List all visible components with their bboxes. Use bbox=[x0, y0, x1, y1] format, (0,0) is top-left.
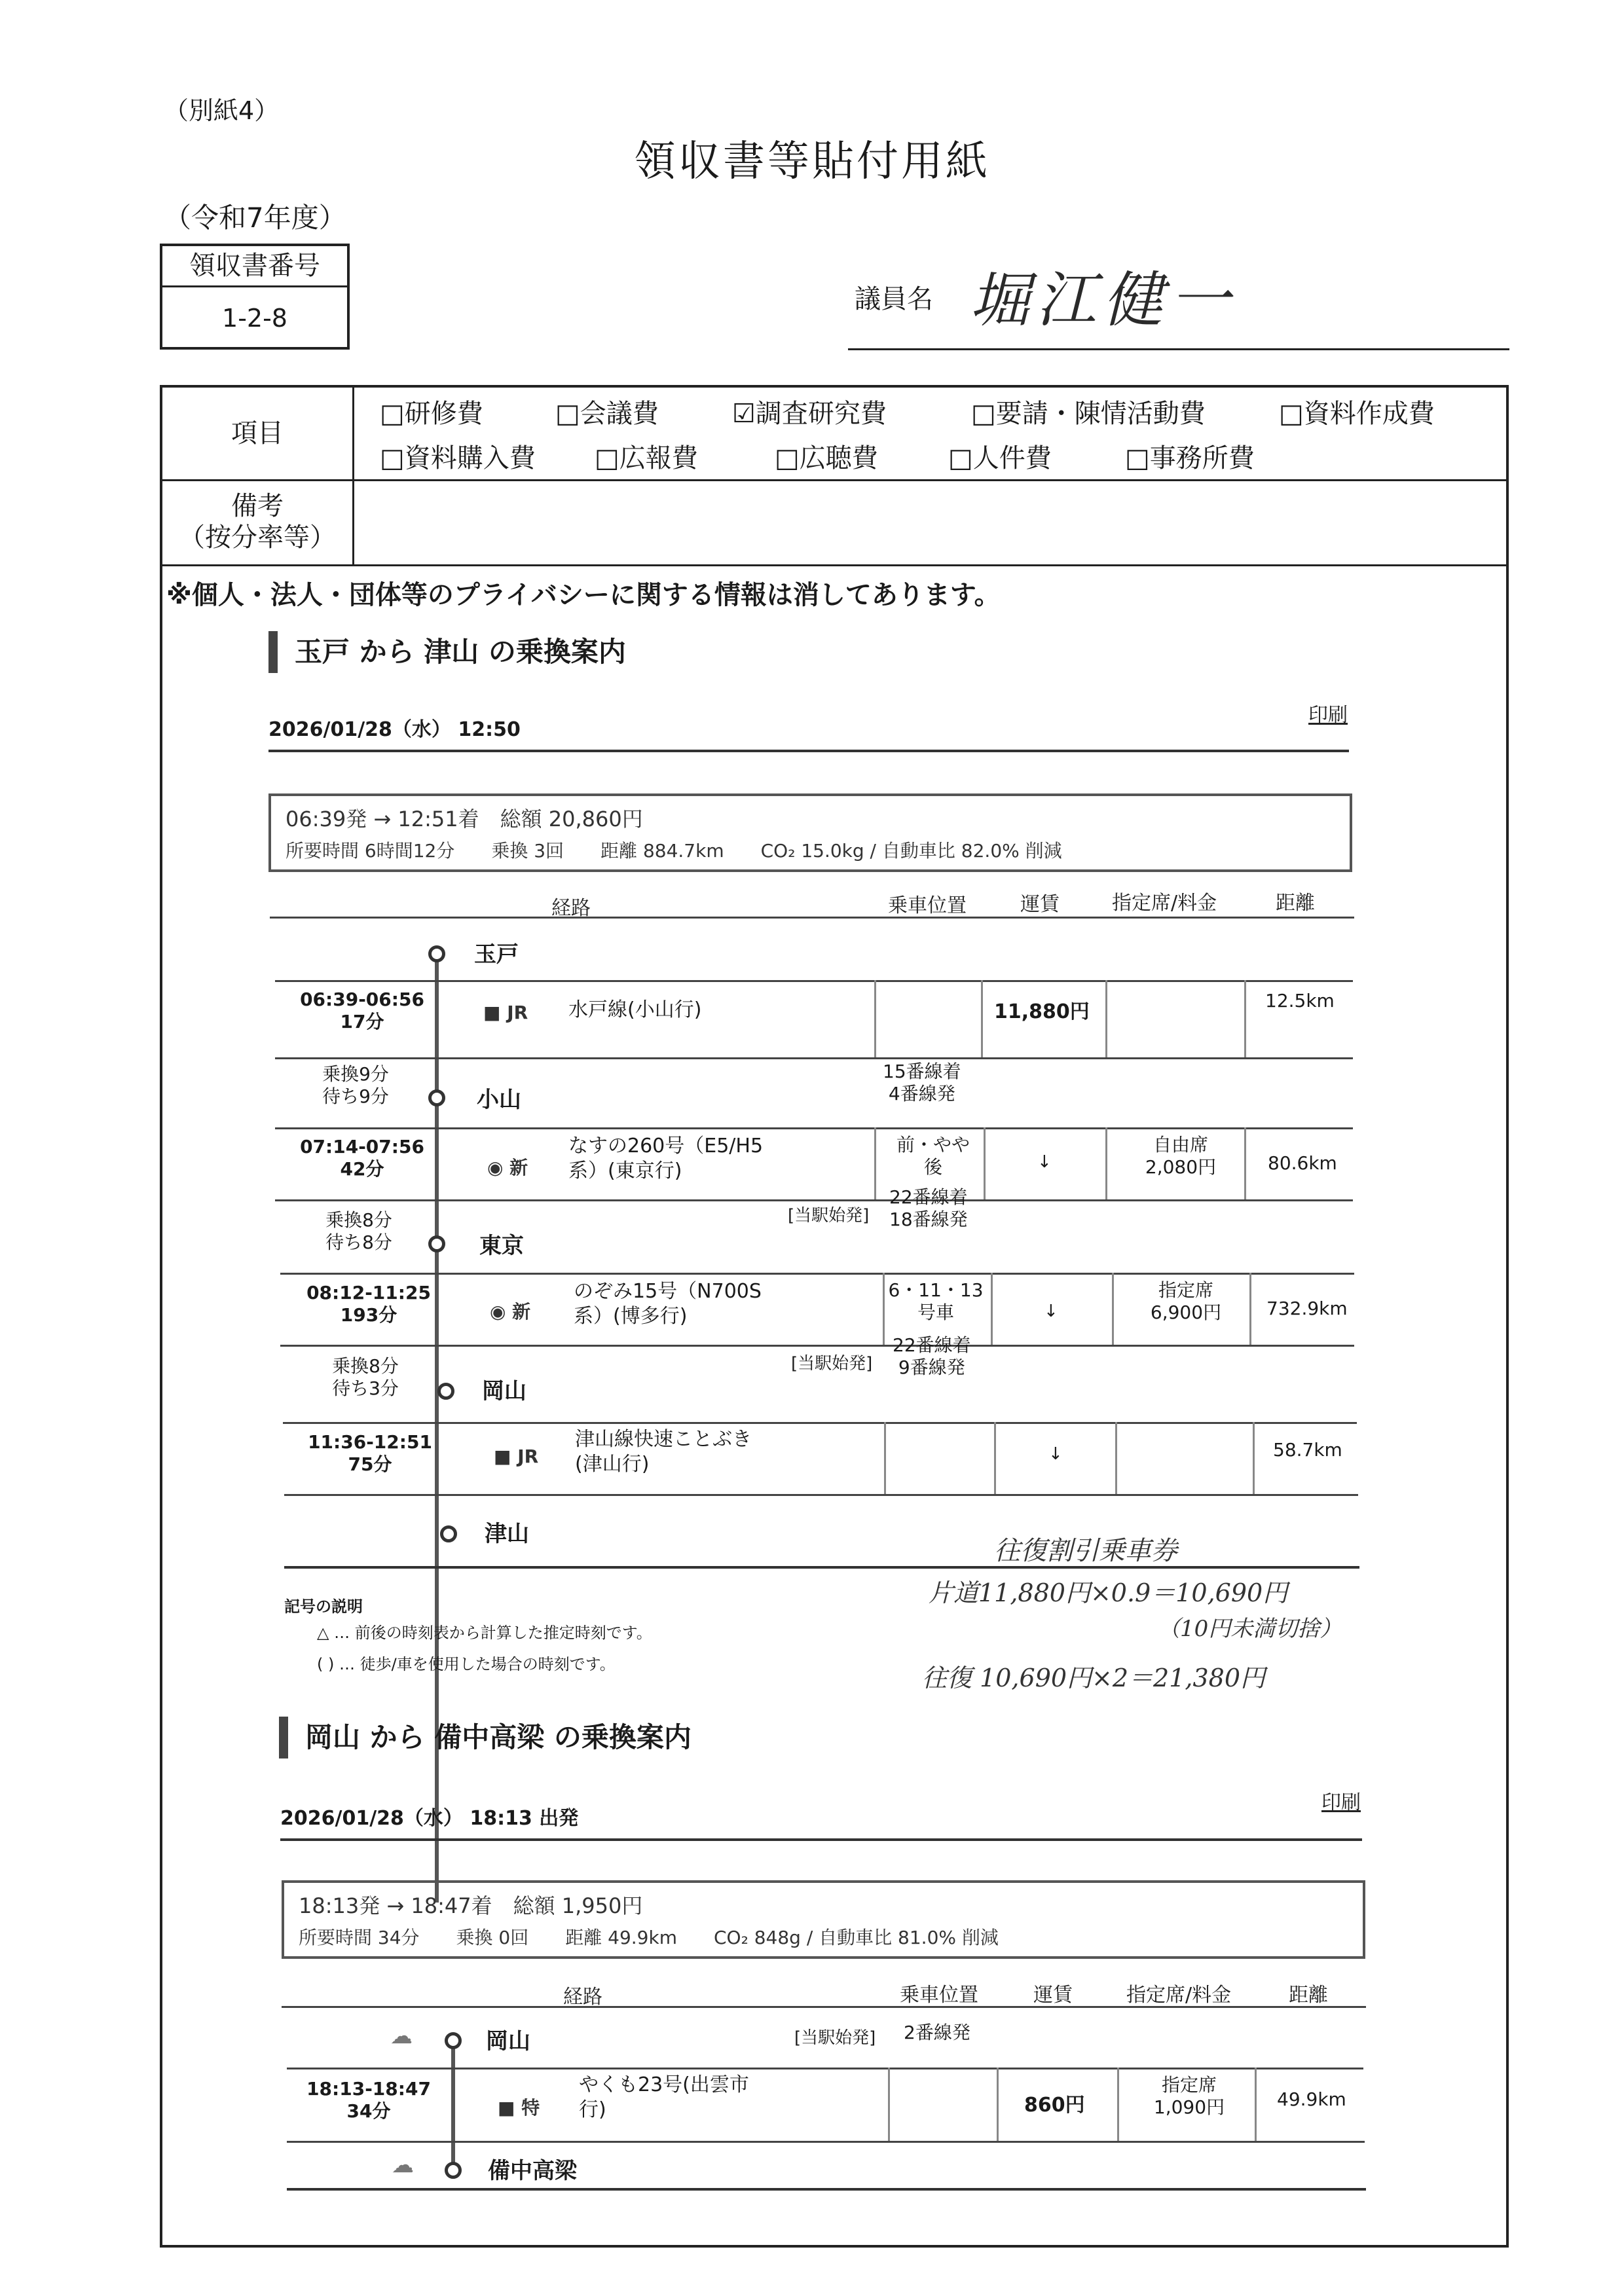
route1-node bbox=[428, 945, 445, 962]
route2-node bbox=[445, 2032, 462, 2049]
down-arrow-icon: ↓ bbox=[1044, 1302, 1058, 1321]
row-line bbox=[283, 1422, 1357, 1424]
segment-line: 津山線快速ことぶき (津山行) bbox=[575, 1428, 752, 1476]
col-line bbox=[1105, 1127, 1107, 1199]
route2-summary-details: 所要時間 34分 乗換 0回 距離 49.9km CO₂ 848g / 自動車比 81.0% 削減 bbox=[299, 1927, 999, 1948]
reserved-fee: 指定席 1,090円 bbox=[1153, 2074, 1225, 2118]
route1-station: 岡山 bbox=[482, 1378, 526, 1404]
route1-datetime: 2026/01/28（水） 12:50 bbox=[268, 718, 521, 741]
track-info: 22番線着 18番線発 bbox=[889, 1186, 968, 1230]
attachment-label: （別紙4） bbox=[164, 96, 280, 125]
segment-line: 水戸線(小山行) bbox=[568, 998, 702, 1021]
transfer-wait: 乗換8分 待ち8分 bbox=[325, 1209, 392, 1253]
route1-bottom-line bbox=[284, 1566, 1359, 1569]
down-arrow-icon: ↓ bbox=[1037, 1152, 1052, 1172]
route1-col-position: 乗車位置 bbox=[888, 894, 967, 917]
fiscal-year: （令和7年度） bbox=[164, 202, 346, 234]
route1-station: 津山 bbox=[485, 1521, 529, 1547]
segment-fare: 860円 bbox=[1024, 2094, 1085, 2117]
col-line bbox=[874, 980, 876, 1057]
reserved-fee: 自由席 2,080円 bbox=[1145, 1134, 1217, 1178]
segment-line: なすの260号（E5/H5 系）(東京行) bbox=[568, 1135, 764, 1182]
row-line bbox=[280, 1273, 1354, 1275]
track-info: 15番線着 4番線発 bbox=[883, 1061, 961, 1104]
legend-title: 記号の説明 bbox=[284, 1597, 363, 1616]
route1-print-link[interactable]: 印刷 bbox=[1308, 704, 1348, 727]
category-materials-creation: □資料作成費 bbox=[1279, 399, 1435, 429]
item-label: 項目 bbox=[162, 388, 354, 479]
legend-walk: ( ) … 徒歩/車を使用した場合の時刻です。 bbox=[317, 1655, 616, 1673]
col-line bbox=[1112, 1273, 1114, 1345]
col-line bbox=[991, 1273, 993, 1345]
origin-note: [当駅始発] bbox=[794, 2028, 876, 2048]
track-info: 22番線着 9番線発 bbox=[893, 1334, 971, 1378]
transfer-wait: 乗換9分 待ち9分 bbox=[322, 1063, 389, 1107]
category-office: □事務所費 bbox=[1125, 443, 1255, 473]
category-petition: □要請・陳情活動費 bbox=[971, 399, 1206, 429]
member-name-label: 議員名 bbox=[855, 284, 933, 314]
remarks-label bbox=[162, 479, 354, 564]
remarks-label-sub: （按分率等） bbox=[179, 522, 336, 553]
shinkansen-mark-icon: ◉ 新 bbox=[487, 1157, 528, 1178]
col-line bbox=[874, 1127, 876, 1199]
col-line bbox=[1255, 2068, 1257, 2141]
privacy-note: ※個人・法人・団体等のプライバシーに関する情報は消してあります。 bbox=[166, 580, 1001, 610]
row-line bbox=[287, 2068, 1363, 2069]
route2-bottom-line bbox=[287, 2188, 1366, 2191]
jr-mark-icon: ■ JR bbox=[494, 1446, 539, 1467]
route1-col-fare: 運賃 bbox=[1020, 893, 1060, 916]
route2-header-line bbox=[282, 2006, 1366, 2008]
jr-mark-icon: ■ JR bbox=[483, 1002, 528, 1023]
col-line bbox=[981, 980, 983, 1057]
route1-title: 玉戸 から 津山 の乗換案内 bbox=[268, 631, 626, 673]
boarding-position: 6・11・13 号車 bbox=[888, 1279, 984, 1323]
remarks-row bbox=[162, 479, 1506, 566]
col-line bbox=[1117, 2068, 1119, 2141]
route1-summary-details: 所要時間 6時間12分 乗換 3回 距離 884.7km CO₂ 15.0kg / 自動車比 82.0% 削減 bbox=[286, 840, 1062, 862]
route1-col-reserved: 指定席/料金 bbox=[1112, 892, 1217, 915]
route1-node bbox=[437, 1383, 454, 1400]
segment-line: やくも23号(出雲市 行) bbox=[579, 2073, 749, 2121]
origin-note: [当駅始発] bbox=[791, 1354, 873, 1374]
col-line bbox=[888, 2068, 890, 2141]
category-hearing: □広聴費 bbox=[775, 443, 878, 473]
item-row bbox=[162, 388, 1506, 481]
track-info: 2番線発 bbox=[904, 2022, 970, 2043]
form-frame bbox=[160, 385, 1509, 2248]
route2-datetime: 2026/01/28（水） 18:13 出発 bbox=[280, 1807, 579, 1830]
segment-fare: 11,880円 bbox=[994, 1000, 1090, 1023]
document-title: 領収書等貼付用紙 bbox=[634, 137, 990, 186]
legend-estimated: △ … 前後の時刻表から計算した推定時刻です。 bbox=[317, 1624, 652, 1642]
route2-col-fare: 運賃 bbox=[1033, 1984, 1073, 2007]
route2-node bbox=[445, 2162, 462, 2179]
route1-header-line bbox=[270, 917, 1354, 919]
signature-line bbox=[848, 348, 1509, 350]
receipt-number-label: 領収書番号 bbox=[162, 246, 347, 287]
segment-distance: 732.9km bbox=[1266, 1298, 1348, 1319]
shinkansen-mark-icon: ◉ 新 bbox=[490, 1301, 531, 1322]
col-line bbox=[994, 1422, 996, 1494]
row-line bbox=[280, 1345, 1354, 1347]
route2-summary-times: 18:13発 → 18:47着 総額 1,950円 bbox=[299, 1893, 643, 1918]
route1-divider bbox=[268, 750, 1349, 752]
limited-express-mark-icon: ■ 特 bbox=[498, 2097, 540, 2119]
segment-time: 06:39-06:56 17分 bbox=[300, 989, 424, 1032]
col-line bbox=[1249, 1273, 1251, 1345]
transfer-wait: 乗換8分 待ち3分 bbox=[332, 1355, 399, 1399]
row-line bbox=[284, 1494, 1358, 1496]
boarding-position: 前・やや 後 bbox=[896, 1134, 970, 1178]
col-line bbox=[1105, 980, 1107, 1057]
row-line bbox=[275, 1057, 1353, 1059]
segment-line: のぞみ15号（N700S 系）(博多行) bbox=[574, 1280, 762, 1328]
col-line bbox=[997, 2068, 999, 2141]
receipt-number-value: 1-2-8 bbox=[222, 304, 287, 333]
route2-col-route: 経路 bbox=[563, 1986, 602, 2009]
segment-distance: 49.9km bbox=[1277, 2088, 1346, 2110]
segment-time: 07:14-07:56 42分 bbox=[300, 1136, 424, 1180]
route2-col-distance: 距離 bbox=[1289, 1984, 1328, 2007]
member-signature: 堀江健一 bbox=[969, 265, 1237, 335]
category-research: ☑調査研究費 bbox=[732, 399, 887, 429]
col-line bbox=[1244, 1127, 1246, 1199]
category-meeting: □会議費 bbox=[555, 399, 659, 429]
route2-col-reserved: 指定席/料金 bbox=[1126, 1984, 1232, 2007]
remarks-label-main: 備考 bbox=[231, 491, 284, 521]
handwritten-ticket-note: 往復割引乗車券 bbox=[994, 1536, 1177, 1566]
route2-track bbox=[451, 2041, 455, 2172]
handwritten-oneway-calc: 片道11,880円×0.9＝10,690円 bbox=[929, 1578, 1288, 1607]
route2-divider bbox=[280, 1838, 1362, 1841]
route1-node bbox=[440, 1525, 457, 1542]
segment-distance: 58.7km bbox=[1273, 1439, 1342, 1461]
row-line bbox=[275, 980, 1353, 982]
col-line bbox=[1244, 980, 1246, 1057]
category-materials-purchase: □資料購入費 bbox=[380, 443, 536, 473]
row-line bbox=[275, 1199, 1353, 1201]
route2-station: 岡山 bbox=[486, 2028, 530, 2054]
reserved-fee: 指定席 6,900円 bbox=[1150, 1279, 1222, 1323]
handwritten-roundtrip-calc: 往復 10,690円×2＝21,380円 bbox=[922, 1664, 1266, 1692]
route2-summary bbox=[282, 1880, 1365, 1959]
weather-cloud-icon: ☁ bbox=[392, 2152, 414, 2178]
col-line bbox=[984, 1127, 986, 1199]
route2-station: 備中高梁 bbox=[488, 2158, 577, 2184]
segment-distance: 80.6km bbox=[1268, 1152, 1337, 1174]
segment-time: 18:13-18:47 34分 bbox=[306, 2078, 431, 2122]
route1-station: 小山 bbox=[477, 1087, 521, 1113]
row-line bbox=[287, 2141, 1365, 2143]
category-personnel: □人件費 bbox=[948, 443, 1052, 473]
col-line bbox=[1115, 1422, 1117, 1494]
route1-col-route: 経路 bbox=[551, 897, 591, 920]
weather-cloud-icon: ☁ bbox=[390, 2023, 413, 2049]
col-line bbox=[1253, 1422, 1255, 1494]
segment-time: 08:12-11:25 193分 bbox=[306, 1282, 431, 1326]
category-training: □研修費 bbox=[380, 399, 483, 429]
route1-node bbox=[428, 1235, 445, 1252]
row-line bbox=[275, 1127, 1353, 1129]
route1-station: 玉戸 bbox=[474, 941, 519, 968]
route1-summary bbox=[268, 793, 1352, 872]
col-line bbox=[884, 1422, 886, 1494]
route1-col-distance: 距離 bbox=[1276, 892, 1315, 915]
down-arrow-icon: ↓ bbox=[1048, 1444, 1063, 1464]
route1-station: 東京 bbox=[479, 1233, 524, 1259]
origin-note: [当駅始発] bbox=[788, 1206, 870, 1226]
category-pr: □広報費 bbox=[595, 443, 698, 473]
segment-time: 11:36-12:51 75分 bbox=[308, 1431, 432, 1475]
route2-title: 岡山 から 備中高梁 の乗換案内 bbox=[279, 1717, 692, 1758]
handwritten-rounding-note: （10円未満切捨） bbox=[1158, 1616, 1342, 1642]
route2-col-position: 乗車位置 bbox=[900, 1984, 978, 2007]
receipt-number-box bbox=[160, 244, 350, 350]
route1-summary-times: 06:39発 → 12:51着 総額 20,860円 bbox=[286, 807, 643, 831]
route1-node bbox=[428, 1089, 445, 1106]
route2-print-link[interactable]: 印刷 bbox=[1321, 1791, 1361, 1814]
segment-distance: 12.5km bbox=[1265, 990, 1335, 1011]
